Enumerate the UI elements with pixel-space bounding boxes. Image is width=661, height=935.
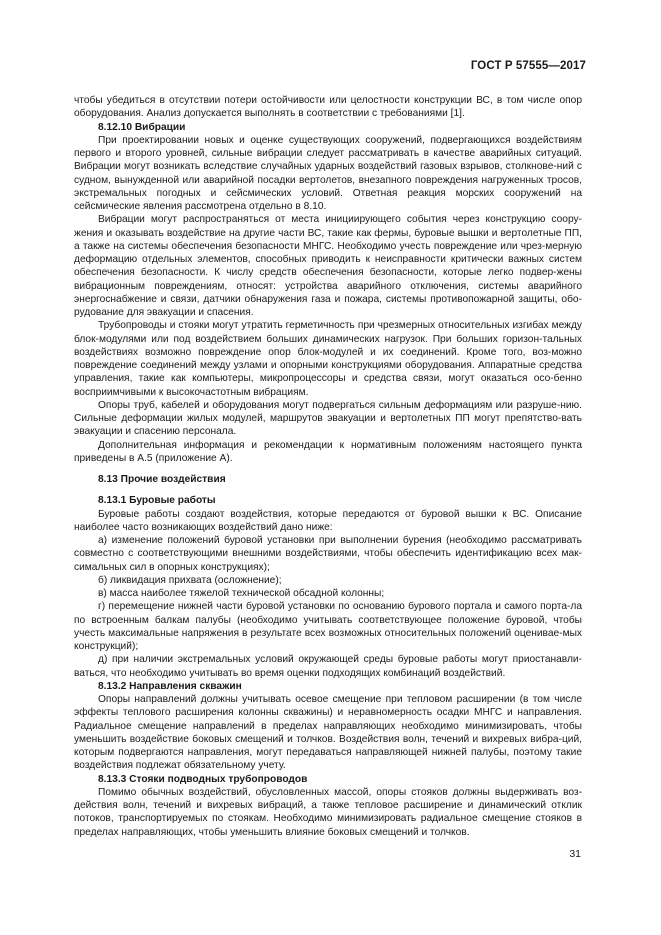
paragraph: чтобы убедиться в отсутствии потери остойчивости или целостности конструкции ВС, в том числе опор оборудования. Анализ допускается выполнять в соответствии с требованиями [1]. bbox=[74, 95, 582, 120]
section-heading: 8.13.3 Стояки подводных трубопроводов bbox=[98, 773, 308, 785]
list-item: г) перемещение нижней части буровой установки по основанию бурового портала и самого порта-ла по встроенным балкам палубы (необходимо учитывать соответствующее положение буровой, чтобы учесть максимальные напряжения в результате всех возможных относительных положений оценивае-мых конструкций); bbox=[74, 601, 582, 652]
section-heading: 8.13 Прочие воздействия bbox=[98, 474, 226, 485]
list-item: б) ликвидация прихвата (осложнение); bbox=[98, 574, 282, 586]
list-item: д) при наличии экстремальных условий окружающей среды буровые работы могут приостанавли-ваться, что необходимо учитывать во время оценки подходящих комбинаций воздействий. bbox=[74, 654, 582, 679]
paragraph: Дополнительная информация и рекомендации к нормативным положениям настоящего пункта приведены в А.5 (приложение А). bbox=[74, 439, 582, 464]
paragraph: Опоры труб, кабелей и оборудования могут подвергаться сильным деформациям или разруше-нию. Сильные деформации жилых модулей, маршрутов эвакуации и вертолетных ПП могут препятство-вать эвакуации и спасению персонала. bbox=[74, 399, 582, 438]
list-item: в) масса наиболее тяжелой технической обсадной колонны; bbox=[98, 588, 385, 599]
standard-header: ГОСТ Р 57555—2017 bbox=[470, 60, 586, 72]
paragraph: Трубопроводы и стояки могут утратить герметичность при чрезмерных относительных изгибах между блок-модулями или под воздействием больших динамических нагрузок. При больших горизон-тальных воздействиях возможно повреждение опор блок-модулей и их соединений. Кроме того, воз-можно повреждение соединений между узлами и опорными конструкциями оборудования. Аппаратные средства управления, такие как компьютеры, микропроцессоры и средства связи, могут оказаться осо-бенно восприимчивыми к высокочастотным вибрациям. bbox=[74, 320, 582, 398]
section-heading: 8.13.1 Буровые работы bbox=[98, 495, 216, 507]
document-body bbox=[74, 94, 582, 839]
paragraph: Вибрации могут распространяться от места инициирующего события через конструкцию соору-жения и оказывать воздействие на другие части ВС, такие как фермы, буровые вышки и вертолетные ПП, а также на системы обеспечения безопасности МНГС. Необходимо учесть повреждение или чрез-мерную деформацию отдельных элементов, способных приводить к неисправности критически важных систем обеспечения безопасности. К числу средств обеспечения безопасности, которые легко подвер-жены вибрационным повреждениям, относят: устройства аварийного отключения, системы аварийного энергоснабжение и связи, датчики обнаружения газа и пожара, системы противопожарной защиты, обо-рудование для эвакуации и спасения. bbox=[74, 214, 582, 318]
page-number: 31 bbox=[569, 848, 581, 860]
paragraph: Буровые работы создают воздействия, которые передаются от буровой вышки к ВС. Описание наиболее часто возникающих воздействий дано ниже: bbox=[74, 508, 582, 533]
section-heading: 8.13.2 Направления скважин bbox=[98, 680, 242, 692]
paragraph: При проектировании новых и оценке существующих сооружений, подвергающихся воздействиям первого и второго уровней, сильные вибрации следует рассматривать в качестве аварийных ситуаций. Вибрации могут возникать вследствие случайных ударных воздействий газовых взрывов, столкнове-ний с судном, вынужденной или аварийной посадки вертолетов, внезапного повреждения нагруженных тросов, экстремальных погодных и сейсмических условий. Ответная реакция морских сооружений на сейсмические явления рассмотрена отдельно в 8.10. bbox=[74, 134, 582, 212]
section-heading: 8.12.10 Вибрации bbox=[98, 121, 186, 133]
list-item: а) изменение положений буровой установки при выполнении бурения (необходимо рассматривать совместно с соответствующими внешними воздействиями, чтобы обеспечить идентификацию всех мак-симальных сил в опорных конструкциях); bbox=[74, 535, 582, 573]
paragraph: Помимо обычных воздействий, обусловленных массой, опоры стояков должны выдерживать воз-действия волн, течений и вихревых вибраций, а также тепловое расширение и динамический отклик потоков, транспортируемых по стоякам. Необходимо минимизировать радиальное смещение стояков в пределах направляющих, чтобы уменьшить влияние боковых смещений и толчков. bbox=[74, 786, 582, 838]
paragraph: Опоры направлений должны учитывать осевое смещение при тепловом расширении (в том числе эффекты теплового расширения колонны скважины) и неравномерность осадки МНГС и направления. Радиальное смещение направлений в пределах направляющих необходимо минимизировать, чтобы уменьшить воздействие боковых смещений и толчков. Воздействия волн, течений и вихревых вибра-ций, которым подвергаются направления, могут передаваться направляющей нижней палубы, поэтому такие воздействия подлежат обязательному учету. bbox=[74, 694, 582, 772]
